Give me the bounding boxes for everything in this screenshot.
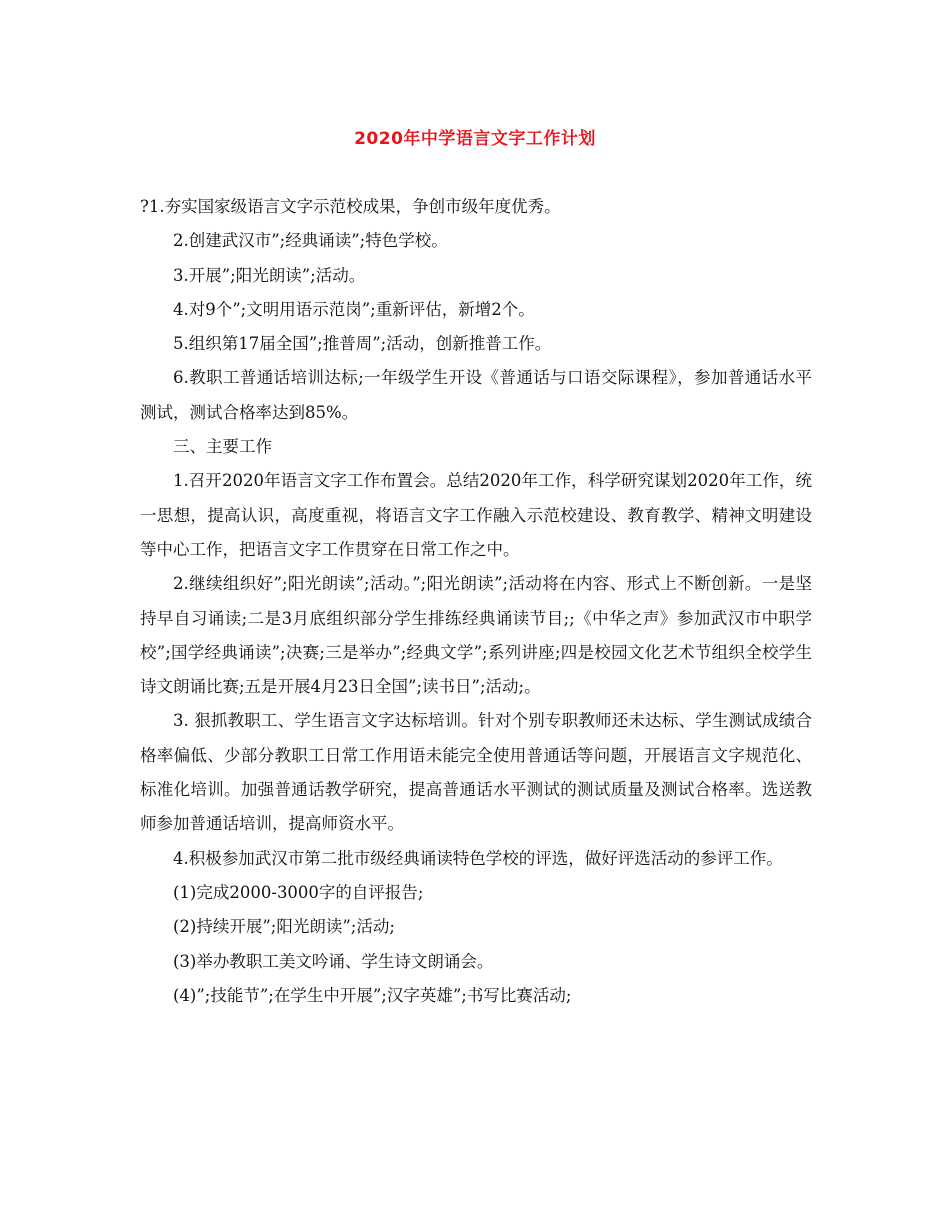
page-title: 2020年中学语言文字工作计划 <box>354 129 596 149</box>
paragraph: ?1.夯实国家级语言文字示范校成果，争创市级年度优秀。 <box>140 197 561 216</box>
list-item: (1)完成2000-3000字的自评报告; <box>173 882 424 902</box>
paragraph: 4.积极参加武汉市第二批市级经典诵读特色学校的评选，做好评选活动的参评工作。 <box>173 848 783 868</box>
list-item: (4)”;技能节”;在学生中开展”;汉字英雄”;书写比赛活动; <box>173 985 572 1005</box>
section-heading: 三、主要工作 <box>173 437 272 457</box>
paragraph: 3.开展”;阳光朗读”;活动。 <box>173 265 366 285</box>
paragraph: 2.创建武汉市”;经典诵读”;特色学校。 <box>173 231 448 251</box>
paragraph: 6.教职工普通话培训达标;一年级学生开设《普通话与口语交际课程》，参加普通话水平测试，测试合格率达到85%。 <box>140 368 812 422</box>
paragraph: 5.组织第17届全国”;推普周”;活动，创新推普工作。 <box>173 334 552 354</box>
list-item: (2)持续开展”;阳光朗读”;活动; <box>173 917 395 937</box>
paragraph: 4.对9个”;文明用语示范岗”;重新评估，新增2个。 <box>173 299 535 319</box>
paragraph: 1.召开2020年语言文字工作布置会。总结2020年工作，科学研究谋划2020年工作，统一思想，提高认识，高度重视，将语言文字工作融入示范校建设、教育教学、精神文明建设等中心工作，把语言文字工作贯穿在日常工作之中。 <box>140 471 812 559</box>
paragraph: 2.继续组织好”;阳光朗读”;活动。”;阳光朗读”;活动将在内容、形式上不断创新。一是坚持早自习诵读;二是3月底组织部分学生排练经典诵读节目;;《中华之声》参加武汉市中职学校”;国学经典诵读”;决赛;三是举办”;经典文学”;系列讲座;四是校园文化艺术节组织全校学生诗文朗诵比赛;五是开展4月23日全国”;读书日”;活动;。 <box>140 574 812 697</box>
paragraph: 3. 狠抓教职工、学生语言文字达标培训。针对个别专职教师还未达标、学生测试成绩合格率偏低、少部分教职工日常工作用语未能完全使用普通话等问题，开展语言文字规范化、标准化培训。加强普通话教学研究，提高普通话水平测试的测试质量及测试合格率。选送教师参加普通话培训，提高师资水平。 <box>140 711 812 834</box>
document-body <box>140 190 812 1013</box>
list-item: (3)举办教职工美文吟诵、学生诗文朗诵会。 <box>173 951 494 971</box>
